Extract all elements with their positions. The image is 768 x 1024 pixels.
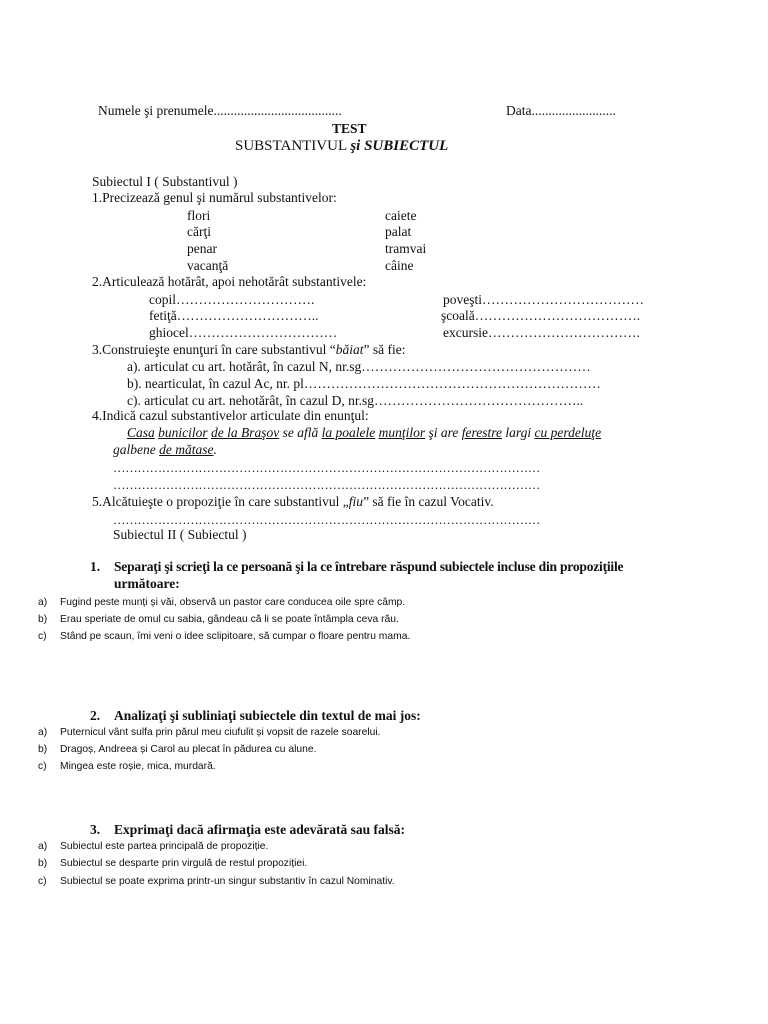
part1-heading: Subiectul I ( Substantivul ) [92, 174, 238, 189]
list-item-text: Erau speriate de omul cu sabia, gândeau că li se poate întâmpla ceva rău. [60, 614, 399, 625]
q4-word: bunicilor [158, 425, 208, 440]
q1-word: penar [187, 241, 217, 256]
q5-prompt-start: 5.Alcătuieşte o propoziţie în care substantivul „ [92, 494, 349, 509]
list-item-label: b) [38, 744, 48, 755]
list-item-label: c) [38, 761, 47, 772]
q4-word: ferestre [461, 425, 503, 440]
q4-text: se află [282, 425, 319, 440]
list-item-label: b) [38, 614, 48, 625]
q4-text: . [213, 442, 217, 457]
test-title: TEST [332, 121, 367, 136]
q4-text: largi [505, 425, 532, 440]
list-item-text: Stând pe scaun, îmi veni o idee sclipitoare, să cumpar o floare pentru mama. [60, 631, 411, 642]
q3-item: a). articulat cu art. hotărât, în cazul N, nr.sg…………………………………………… [127, 359, 591, 374]
list-item-text: Subiectul este partea principală de propoziție. [60, 841, 269, 852]
q4-word: de mătase [159, 442, 214, 457]
q4-word: Casa [127, 425, 155, 440]
part2-heading: Subiectul II ( Subiectul ) [113, 527, 247, 542]
name-field: Numele şi prenumele...................................... [98, 103, 342, 118]
q1-prompt: 1.Precizează genul şi numărul substantivelor: [92, 190, 337, 205]
q2-word: fetiţă………………………….. [149, 308, 319, 323]
q3-item: c). articulat cu art. nehotărât, în cazul D, nr.sg……………………………………….. [127, 393, 584, 408]
list-item-text: Subiectul se desparte prin virgulă de restul propoziției. [60, 858, 308, 869]
q1-word: palat [385, 224, 412, 239]
q4-sentence-line1 [127, 425, 601, 441]
q1-word: flori [187, 208, 211, 223]
list-item-label: b) [38, 858, 48, 869]
subtitle-plain: SUBSTANTIVUL [235, 138, 351, 154]
list-item-label: a) [38, 597, 48, 608]
q1-word: caiete [385, 208, 417, 223]
q1-word: tramvai [385, 241, 427, 256]
document-subtitle [235, 138, 448, 155]
list-item-label: c) [38, 631, 47, 642]
q4-prompt: 4.Indică cazul substantivelor articulate din enunţul: [92, 408, 369, 423]
list-item-text: Fugind peste munți și văi, observă un pastor care conducea oile spre câmp. [60, 597, 406, 608]
q4-word: cu perdeluţe [534, 425, 602, 440]
q2-word: excursie……………………………. [443, 325, 640, 340]
q2-word: şcoală………………………………. [441, 308, 641, 323]
q4-text: şi are [428, 425, 459, 440]
list-item-text: Puternicul vânt sulfa prin părul meu ciufulit și vopsit de razele soarelui. [60, 727, 381, 738]
p2q1-number: 1. [90, 559, 101, 574]
q3-item: b). nearticulat, în cazul Ac, nr. pl………………………………………………………… [127, 376, 601, 391]
p2q3-number: 3. [90, 822, 101, 837]
q1-word: vacanţă [187, 258, 229, 273]
date-field: Data......................... [506, 103, 616, 118]
q3-prompt [92, 342, 405, 358]
q4-answer-line: …………………………………………………………………………………………… [113, 478, 541, 492]
q3-prompt-end: ” să fie: [363, 342, 406, 357]
q4-word: de la Braşov [211, 425, 280, 440]
p2q2-number: 2. [90, 708, 101, 723]
q4-sentence-line2 [113, 442, 217, 458]
q5-prompt-word: fiu [348, 494, 364, 509]
list-item-label: a) [38, 727, 48, 738]
q3-prompt-word: băiat [335, 342, 364, 357]
p2q1-prompt: Separaţi şi scrieţi la ce persoană şi la ce întrebare răspund subiectele incluse din propoziţiile [114, 559, 624, 574]
list-item-label: c) [38, 876, 47, 887]
list-item-text: Subiectul se poate exprima printr-un singur substantiv în cazul Nominativ. [60, 876, 395, 887]
p2q1-prompt-cont: următoare: [114, 576, 180, 591]
p2q2-prompt: Analizaţi şi subliniaţi subiectele din textul de mai jos: [114, 708, 421, 723]
q4-word: la poalele [321, 425, 376, 440]
q1-word: câine [385, 258, 414, 273]
q4-text: galbene [113, 442, 156, 457]
q2-prompt: 2.Articulează hotărât, apoi nehotărât substantivele: [92, 274, 367, 289]
q1-word: cărţi [187, 224, 211, 239]
p2q3-prompt: Exprimaţi dacă afirmaţia este adevărată sau falsă: [114, 822, 405, 837]
q2-word: poveşti……………………………… [443, 292, 644, 307]
q5-answer-line: …………………………………………………………………………………………… [113, 513, 541, 527]
subtitle-emphasis: şi SUBIECTUL [350, 138, 449, 154]
q4-word: munţilor [378, 425, 426, 440]
q4-answer-line: …………………………………………………………………………………………… [113, 461, 541, 475]
q5-prompt [92, 494, 494, 510]
q5-prompt-end: ” să fie în cazul Vocativ. [363, 494, 494, 509]
q2-word: copil…………………………. [149, 292, 315, 307]
list-item-text: Mingea este roșie, mica, murdară. [60, 761, 216, 772]
q2-word: ghiocel…………………………… [149, 325, 338, 340]
list-item-label: a) [38, 841, 48, 852]
list-item-text: Dragoș, Andreea și Carol au plecat în pădurea cu alune. [60, 744, 317, 755]
q3-prompt-start: 3.Construieşte enunţuri în care substantivul “ [92, 342, 336, 357]
